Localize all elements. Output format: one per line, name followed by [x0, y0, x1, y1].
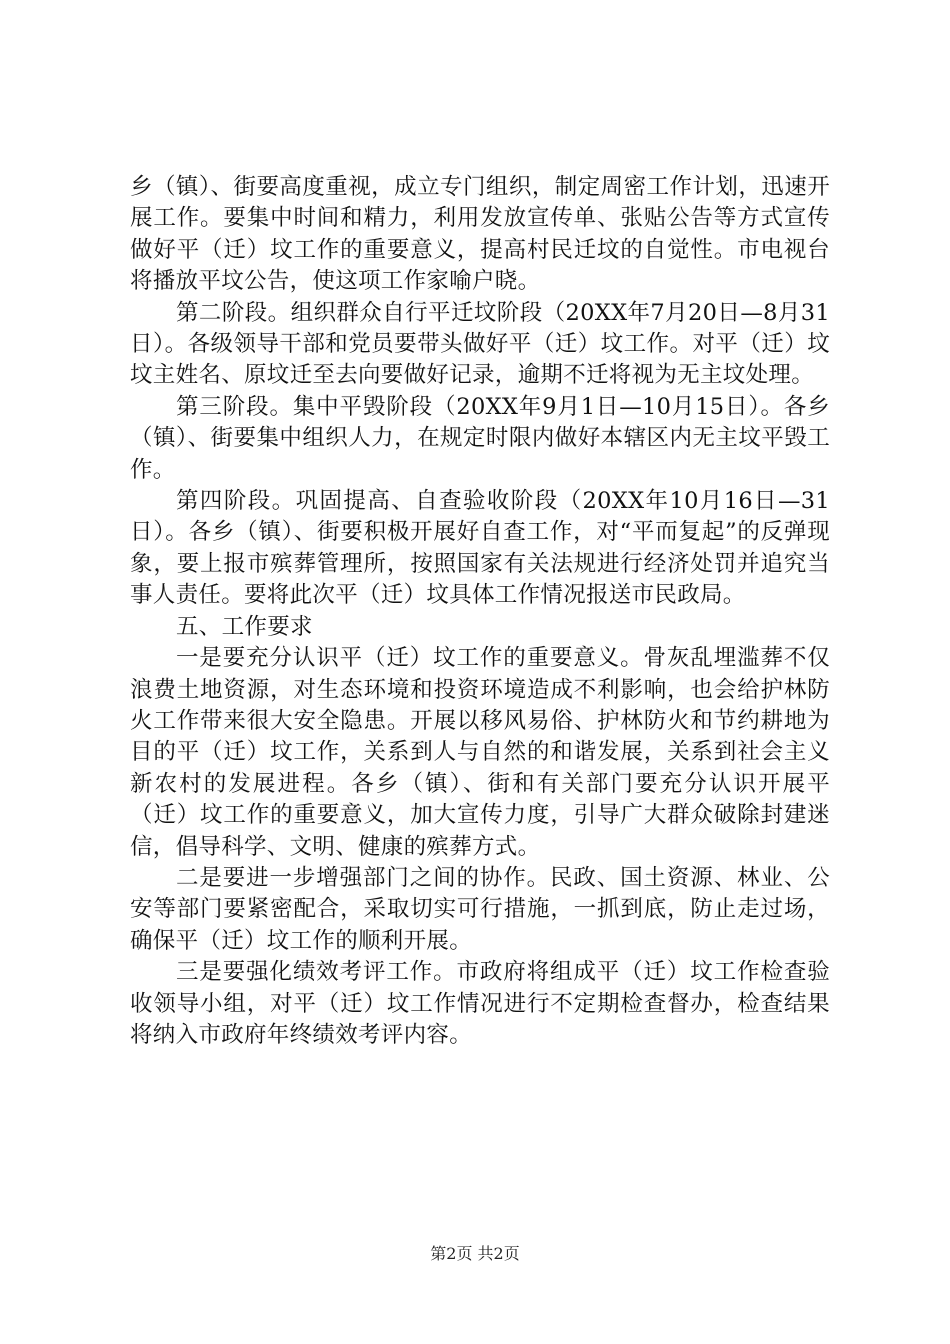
paragraph-stage-3: 第三阶段。集中平毁阶段（20XX年9月1日—10月15日）。各乡（镇）、街要集中组织人力，在规定时限内做好本辖区内无主坟平毁工作。: [130, 393, 830, 483]
paragraph-1: 乡（镇）、街要高度重视，成立专门组织，制定周密工作计划，迅速开展工作。要集中时间和精力，利用发放宣传单、张贴公告等方式宣传做好平（迁）坟工作的重要意义，提高村民迁坟的自觉性。市电视台将播放平坟公告，使这项工作家喻户晓。: [130, 174, 830, 295]
paragraph-stage-2: 第二阶段。组织群众自行平迁坟阶段（20XX年7月20日—8月31日）。各级领导干部和党员要带头做好平（迁）坟工作。对平（迁）坟坟主姓名、原坟迁至去向要做好记录，逾期不迁将视为无主坟处理。: [130, 299, 830, 389]
paragraph-requirement-3: 三是要强化绩效考评工作。市政府将组成平（迁）坟工作检查验收领导小组，对平（迁）坟工作情况进行不定期检查督办，检查结果将纳入市政府年终绩效考评内容。: [130, 959, 830, 1048]
paragraph-requirement-2: 二是要进一步增强部门之间的协作。民政、国土资源、林业、公安等部门要紧密配合，采取切实可行措施，一抓到底，防止走过场，确保平（迁）坟工作的顺利开展。: [130, 864, 830, 954]
section-heading-work-requirements: 五、工作要求: [176, 613, 313, 640]
paragraph-stage-4: 第四阶段。巩固提高、自查验收阶段（20XX年10月16日—31日）。各乡（镇）、街要积极开展好自查工作，对“平而复起”的反弹现象，要上报市殡葬管理所，按照国家有关法规进行经济处罚并追究当事人责任。要将此次平（迁）坟具体工作情况报送市民政局。: [130, 488, 830, 609]
page-footer: 第2页 共2页: [430, 1244, 520, 1263]
paragraph-requirement-1: 一是要充分认识平（迁）坟工作的重要意义。骨灰乱埋滥葬不仅浪费土地资源，对生态环境和投资环境造成不利影响，也会给护林防火工作带来很大安全隐患。开展以移风易俗、护林防火和节约耕地为目的平（迁）坟工作，关系到人与自然的和谐发展，关系到社会主义新农村的发展进程。各乡（镇）、街和有关部门要充分认识开展平（迁）坟工作的重要意义，加大宣传力度，引导广大群众破除封建迷信，倡导科学、文明、健康的殡葬方式。: [130, 645, 830, 860]
document-body: [130, 172, 830, 1051]
